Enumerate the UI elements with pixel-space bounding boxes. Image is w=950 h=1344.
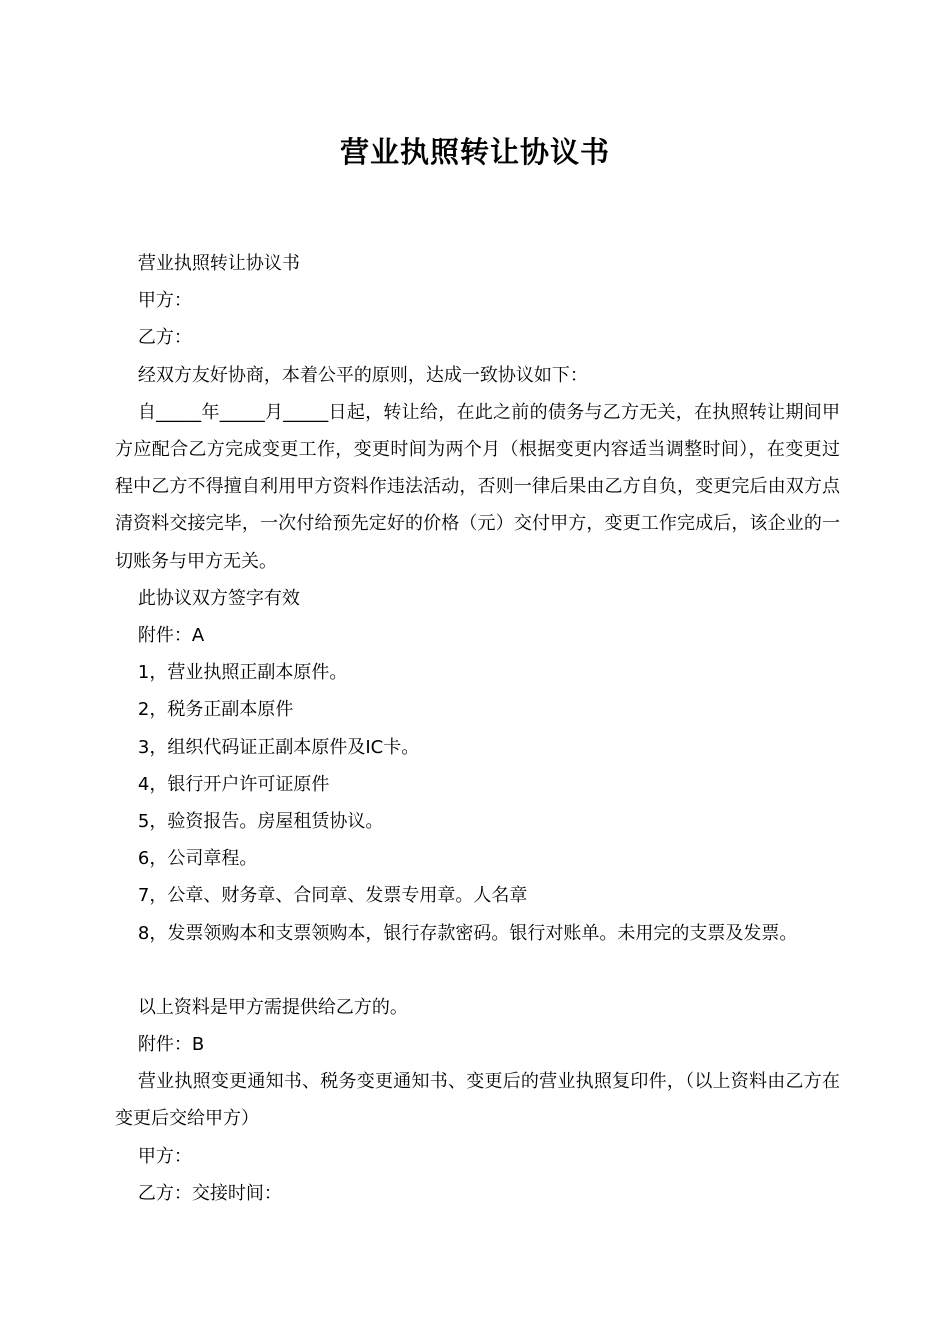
agreement-terms: 自_____年_____月_____日起，转让给，在此之前的债务与乙方无关，在执照转让期间甲方应配合乙方完成变更工作，变更时间为两个月（根据变更内容适当调整时间），在变更过程中乙方不得擅自利用甲方资料作违法活动，否则一律后果由乙方自负，变更完后由双方点清资料交接完毕，一次付给预先定好的价格（元）交付甲方，变更工作完成后，该企业的一切账务与甲方无关。 (115, 401, 840, 572)
attachment-a-item: 2，税务正副本原件 (137, 699, 294, 721)
party-a-label: 甲方： (137, 290, 192, 312)
attachment-a-item: 7，公章、财务章、合同章、发票专用章。人名章 (137, 885, 528, 907)
signature-validity: 此协议双方签字有效 (137, 587, 300, 609)
party-b-signature-and-handover-time: 乙方：交接时间： (137, 1182, 282, 1204)
document-body (115, 245, 840, 1212)
party-a-signature: 甲方： (137, 1145, 192, 1167)
attachment-a-note: 以上资料是甲方需提供给乙方的。 (137, 996, 408, 1018)
attachment-a-item: 6，公司章程。 (137, 848, 258, 870)
party-b-label: 乙方： (137, 327, 192, 349)
blank-line (115, 952, 840, 989)
attachment-a-item: 3，组织代码证正副本原件及IC卡。 (137, 736, 420, 758)
attachment-b-content: 营业执照变更通知书、税务变更通知书、变更后的营业执照复印件，（以上资料由乙方在变更后交给甲方） (115, 1071, 840, 1130)
attachment-a-item: 5，验资报告。房屋租赁协议。 (137, 811, 384, 833)
attachment-a-item: 4，银行开户许可证原件 (137, 773, 330, 795)
subtitle-paragraph: 营业执照转让协议书 (137, 253, 300, 274)
document-title: 营业执照转让协议书 (339, 135, 610, 169)
attachment-a-heading: 附件：A (137, 625, 205, 647)
attachment-a-item: 8，发票领购本和支票领购本，银行存款密码。银行对账单。未用完的支票及发票。 (137, 922, 798, 944)
attachment-a-item: 1，营业执照正副本原件。 (137, 662, 348, 684)
agreement-intro: 经双方友好协商，本着公平的原则，达成一致协议如下： (137, 364, 588, 386)
attachment-b-heading: 附件：B (137, 1034, 205, 1056)
